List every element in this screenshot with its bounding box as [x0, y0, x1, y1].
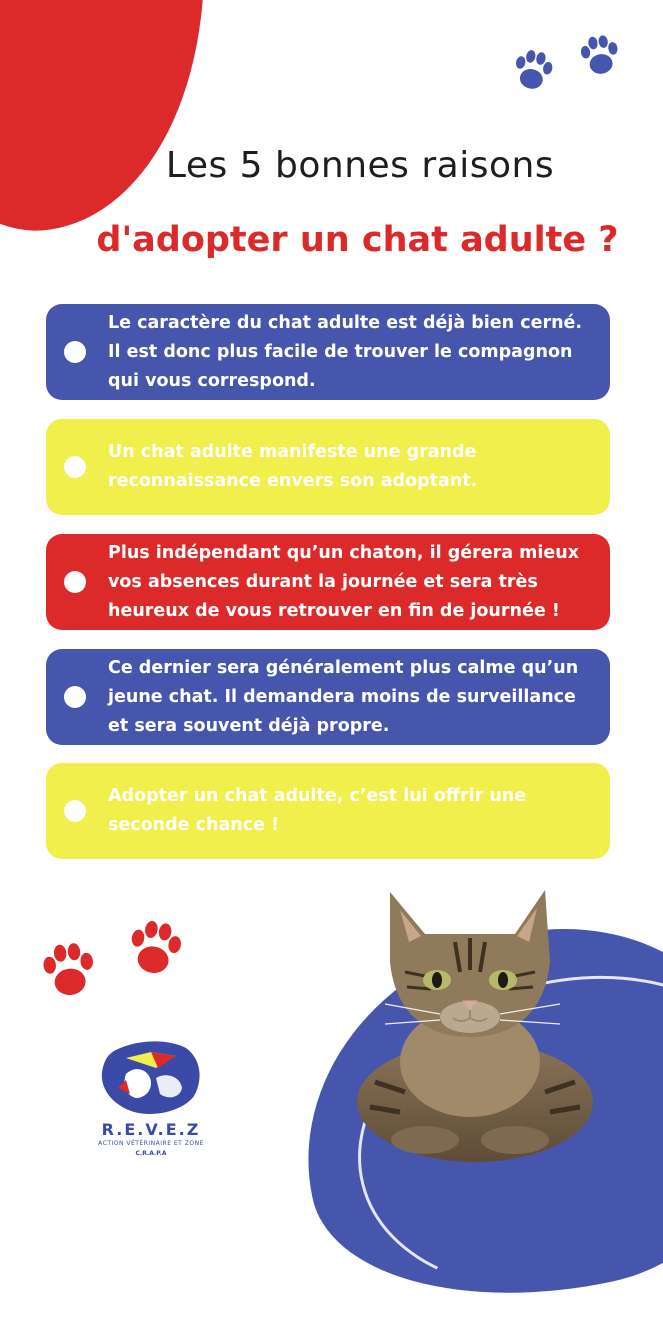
paw-icon	[119, 913, 191, 985]
reason-card-1	[46, 304, 610, 400]
paw-icon	[506, 44, 561, 99]
page-title-line2: d'adopter un chat adulte ?	[96, 220, 619, 260]
red-blob-decoration	[0, 0, 242, 252]
logo-subtitle: ACTION VÉTÉRINAIRE ET ZONE	[98, 1140, 204, 1147]
bullet-icon	[64, 456, 86, 478]
reason-text: Adopter un chat adulte, c’est lui offrir une seconde chance !	[108, 786, 527, 835]
reason-text: Le caractère du chat adulte est déjà bien cerné. Il est donc plus facile de trouver le compagnon qui vous correspond.	[108, 312, 583, 391]
logo-subtitle-2: C.R.A.P.A	[135, 1150, 167, 1157]
page-title-line1: Les 5 bonnes raisons	[165, 145, 555, 186]
reason-card-5	[46, 763, 610, 859]
logo-name: R.E.V.E.Z	[101, 1120, 201, 1139]
reason-text: Plus indépendant qu’un chaton, il gérera mieux vos absences durant la journée et sera très heureux de vous retrouver en fin de journée !	[108, 542, 579, 621]
reason-card-3	[46, 534, 610, 630]
bullet-icon	[64, 571, 86, 593]
reason-card-4	[46, 649, 610, 745]
cat-photo	[345, 872, 605, 1162]
paw-icon	[574, 30, 626, 82]
reason-text: Un chat adulte manifeste une grande reconnaissance envers son adoptant.	[108, 442, 478, 491]
bullet-icon	[64, 800, 86, 822]
reason-card-2	[46, 419, 610, 515]
reunion-map-logo	[96, 1038, 206, 1118]
reason-text: Ce dernier sera généralement plus calme qu’un jeune chat. Il demandera moins de surveillance et sera souvent déjà propre.	[108, 657, 579, 736]
bullet-icon	[64, 686, 86, 708]
bullet-icon	[64, 341, 86, 363]
paw-icon	[35, 937, 103, 1005]
